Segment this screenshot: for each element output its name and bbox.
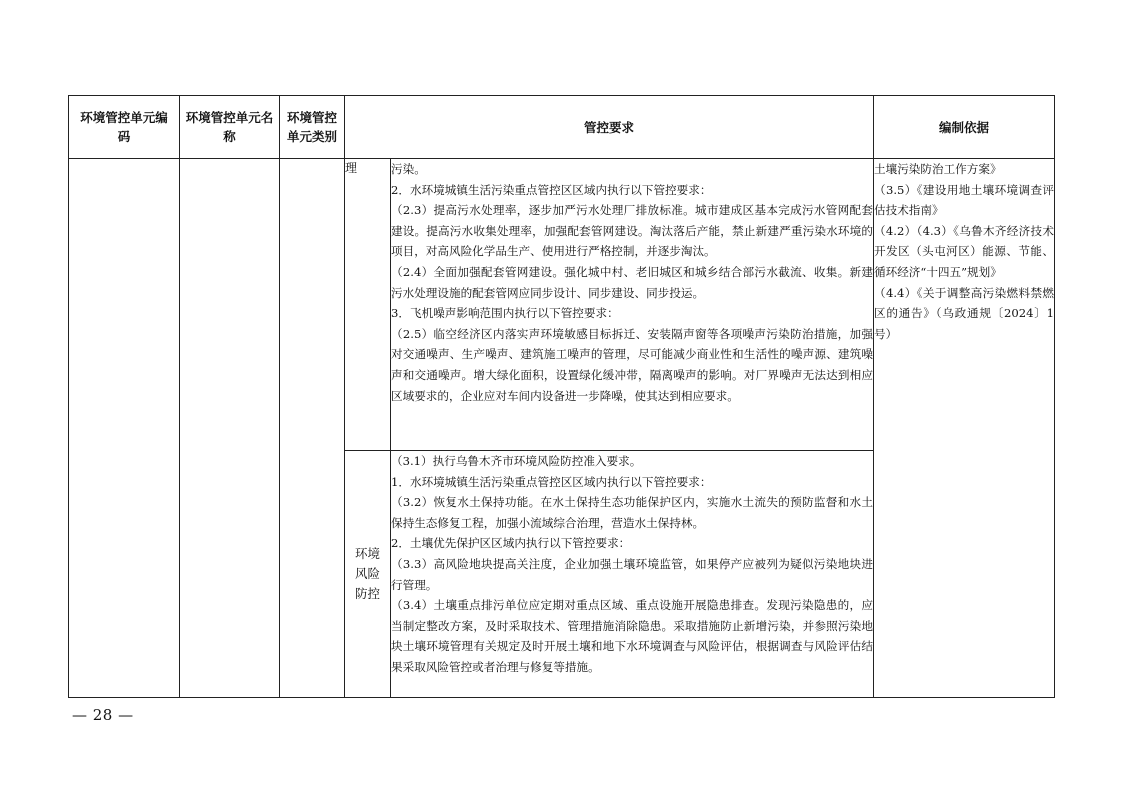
basis-line: （3.5）《建设用地土壤环境调查评估技术指南》 (874, 182, 1055, 218)
header-basis: 编制依据 (874, 96, 1055, 159)
header-unit-code: 环境管控单元编码 (69, 96, 180, 159)
category-tail-cell: 理 (345, 159, 391, 451)
table-header-row (69, 96, 1055, 159)
requirement-line: （3.1）执行乌鲁木齐市环境风险防控准入要求。 (391, 454, 642, 468)
requirement-line: 1．水环境城镇生活污染重点管控区区域内执行以下管控要求： (391, 474, 712, 489)
header-requirements: 管控要求 (345, 96, 874, 159)
requirements-cell (391, 159, 874, 451)
requirement-line: 2．水环境城镇生活污染重点管控区区域内执行以下管控要求： (391, 182, 712, 197)
unit-name-cell (180, 159, 280, 698)
requirement-line: 2．土壤优先保护区区域内执行以下管控要求： (391, 536, 631, 551)
basis-cell (874, 159, 1055, 698)
unit-code-cell (69, 159, 180, 698)
header-unit-name: 环境管控单元名称 (180, 96, 280, 159)
requirements-cell (391, 451, 874, 698)
header-unit-category: 环境管控单元类别 (280, 96, 345, 159)
requirement-line: （3.3）高风险地块提高关注度，企业加强土壤环境监管，如果停产应被列为疑似污染地块进行管理。 (391, 556, 874, 592)
category-risk-cell: 环境 风险 防控 (345, 451, 391, 698)
requirement-line: （2.3）提高污水处理率，逐步加严污水处理厂排放标准。城市建成区基本完成污水管网配套建设。提高污水收集处理率，加强配套管网建设。淘汰落后产能，禁止新建严重污染水环境的项目，对高风险化学品生产、使用进行严格控制，并逐步淘汰。 (391, 203, 874, 259)
basis-line: （4.2）（4.3）《乌鲁木齐经济技术开发区（头屯河区）能源、节能、循环经济“十四五”规划》 (874, 223, 1055, 279)
basis-line: （4.4）《关于调整高污染燃料禁燃区的通告》（乌政通规〔2024〕1号） (874, 285, 1055, 341)
unit-category-cell (280, 159, 345, 698)
requirement-line: 污染。 (391, 162, 426, 176)
table-row (69, 159, 1055, 451)
basis-line: 土壤污染防治工作方案》 (874, 162, 1002, 176)
page-number: — 28 — (72, 706, 134, 724)
requirement-line: （3.4）土壤重点排污单位应定期对重点区域、重点设施开展隐患排查。发现污染隐患的，应当制定整改方案，及时采取技术、管理措施消除隐患。采取措施防止新增污染，并参照污染地块土壤环境管理有关规定及时开展土壤和地下水环境调查与风险评估，根据调查与风险评估结果采取风险管控或者治理与修复等措施。 (391, 598, 874, 674)
control-requirements-table (68, 95, 1055, 698)
requirement-line: （2.5）临空经济区内落实声环境敏感目标拆迁、安装隔声窗等各项噪声污染防治措施，加强对交通噪声、生产噪声、建筑施工噪声的管理，尽可能减少商业性和生活性的噪声源、建筑噪声和交通噪声。增大绿化面积，设置绿化缓冲带，隔离噪声的影响。对厂界噪声无法达到相应区域要求的，企业应对车间内设备进一步降噪，使其达到相应要求。 (391, 326, 874, 403)
requirement-line: 3．飞机噪声影响范围内执行以下管控要求： (391, 306, 619, 321)
requirement-line: （3.2）恢复水土保持功能。在水土保持生态功能保护区内，实施水土流失的预防监督和水土保持生态修复工程，加强小流域综合治理，营造水土保持林。 (391, 495, 874, 530)
requirement-line: （2.4）全面加强配套管网建设。强化城中村、老旧城区和城乡结合部污水截流、收集。新建污水处理设施的配套管网应同步设计、同步建设、同步投运。 (391, 264, 874, 300)
